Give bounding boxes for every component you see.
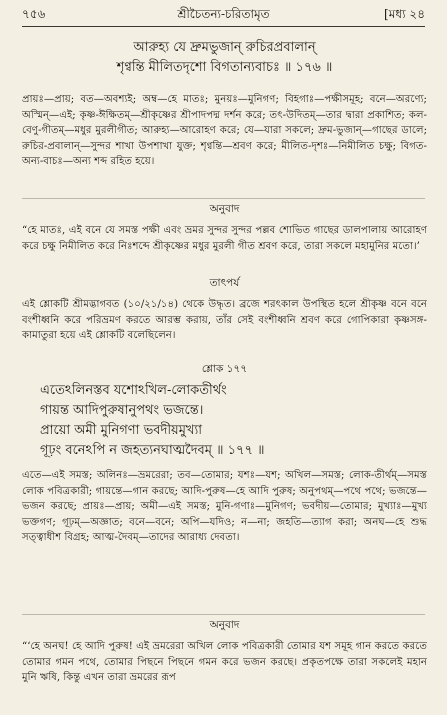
verse-177-line-4: গূঢ়ং বনেঽপি ন জহত্যনঘাত্মদৈবম্ ॥ ১৭৭ ॥ bbox=[40, 443, 265, 458]
verse-177-label: শ্লোক ১৭৭ bbox=[201, 363, 248, 375]
section-divider bbox=[22, 614, 425, 615]
purport-label: তাৎপর্য bbox=[209, 277, 240, 289]
running-title: শ্রীচৈতন্য-চরিতামৃত bbox=[177, 7, 270, 21]
verse-177-line-2: গায়ন্ত আদিপুরুষানুপথং ভজন্তে। bbox=[40, 403, 204, 418]
verse-176-line-2: শৃণ্বন্তি মীলিতদৃশো বিগতান্যবাচঃ ॥ ১৭৬ ॥ bbox=[116, 60, 333, 75]
translation-176 bbox=[22, 202, 427, 254]
synonyms-176 bbox=[22, 92, 427, 170]
synonyms-177 bbox=[22, 468, 427, 546]
synonyms-177-text: এতে—এই সমস্ত; অলিনঃ—ভ্রমরেরা; তব—তোমার; যশঃ—যশ; অখিল—সমস্ত; লোক-তীর্থম্—সমস্ত লোক পবিত্রকারী; গায়ন্তে—গান করছে; আদি-পুরুষ—হে আদি পুরুষ; অনুপথম্—পথে পথে; ভজন্তে—ভজন করছে; প্রায়ঃ—প্রায়; অমী—এই সমস্ত; মুনি-গণাঃ—মুনিগণ; ভবদীয়—তোমার; মুখ্যাঃ—মুখ্য ভক্তগণ; গূঢ়ম্—অজ্ঞাত; বনে—বনে; অপি—যদিও; ন—না; জহতি—ত্যাগ করা; অনঘ—হে শুদ্ধ সত্ত্বাধীশ বিগ্রহ; আত্ম-দৈবম্—তাদের আরাধ্য দেবতা। bbox=[22, 470, 427, 543]
translation-label: অনুবাদ bbox=[209, 203, 240, 215]
page-header bbox=[22, 6, 425, 26]
translation-176-text: “হে মাতঃ, এই বনে যে সমস্ত পক্ষী এবং ভ্রমর সুন্দর সুন্দর পল্লব শোভিত গাছের ডালপালায় আরোহণ করে চক্ষু নিমীলিত করে নিঃশব্দে শ্রীকৃষ্ণের মধুর মুরলী গীত শ্রবণ করে, তারা সকলে মহামুনির মতো।’ bbox=[22, 225, 427, 252]
header-rule bbox=[22, 26, 425, 27]
verse-177 bbox=[22, 362, 427, 461]
purport-176 bbox=[22, 276, 427, 344]
verse-177-line-1: এতেঽলিনস্তব যশোঽখিল-লোকতীর্থং bbox=[40, 383, 227, 398]
page-number: ৭৫৬ bbox=[22, 7, 46, 21]
verse-176-line-1: আরুহ্য যে দ্রুমভুজান্ রুচিরপ্রবালান্ bbox=[133, 40, 316, 55]
translation-177-text: “‘হে অনঘ! হে আদি পুরুষ! এই ভ্রমরেরা অখিল লোক পবিত্রকারী তোমার যশ সমূহ গান করতে করতে তোমার গমন পথে, তোমার পিছনে পিছনে গমন করে ভজন করছে। প্রকৃতপক্ষে তারা সকলেই মহান মুনি ঋষি, কিন্তু এখন তারা ভ্রমরের রূপ bbox=[22, 641, 427, 683]
section-divider bbox=[22, 198, 425, 199]
synonyms-176-text: প্রায়ঃ—প্রায়; বত—অবশ্যই; অম্ব—হে মাতঃ; মুনয়ঃ—মুনিগণ; বিহগাঃ—পক্ষীসমূহ; বনে—অরণ্যে; অস্মিন্—এই; কৃষ্ণ-ঈক্ষিতম্—শ্রীকৃষ্ণের শ্রীপাদপদ্ম দর্শন করে; তৎ-উদিতম্—তার দ্বারা প্রকাশিত; কল-বেণু-গীতম্—মধুর মুরলীগীত; আরুহ্য—আরোহণ করে; যে—যারা সকলে; দ্রুম-ভুজান্—গাছের ডালে; রুচির-প্রবালান্—সুন্দর শাখা উপশাখা যুক্ত; শৃণ্বন্তি—শ্রবণ করে; মীলিত-দৃশঃ—নিমীলিত চক্ষু; বিগত-অন্য-বাচঃ—অন্য শব্দ রহিত হয়ে। bbox=[22, 94, 427, 167]
translation-177 bbox=[22, 618, 427, 686]
verse-176 bbox=[22, 38, 427, 78]
purport-176-text: এই শ্লোকটি শ্রীমদ্ভাগবত (১০/২১/১৪) থেকে উদ্ধৃত। ব্রজে শরৎকাল উপস্থিত হলে শ্রীকৃষ্ণ বনে বনে বংশীধ্বনি করে পরিভ্রমণ করতে আরম্ভ করায়, তাঁর সেই বংশীধ্বনি শ্রবণ করে গোপিকারা কৃষ্ণসঙ্গ-কামাতুরা হয়ে এই শ্লোকটি বলেছিলেন। bbox=[22, 299, 427, 341]
translation-label: অনুবাদ bbox=[209, 619, 240, 631]
chapter-reference: [মধ্য ২৪ bbox=[384, 7, 425, 21]
verse-177-line-3: প্রায়ো অমী মুনিগণা ভবদীয়মুখ্যা bbox=[40, 423, 202, 438]
